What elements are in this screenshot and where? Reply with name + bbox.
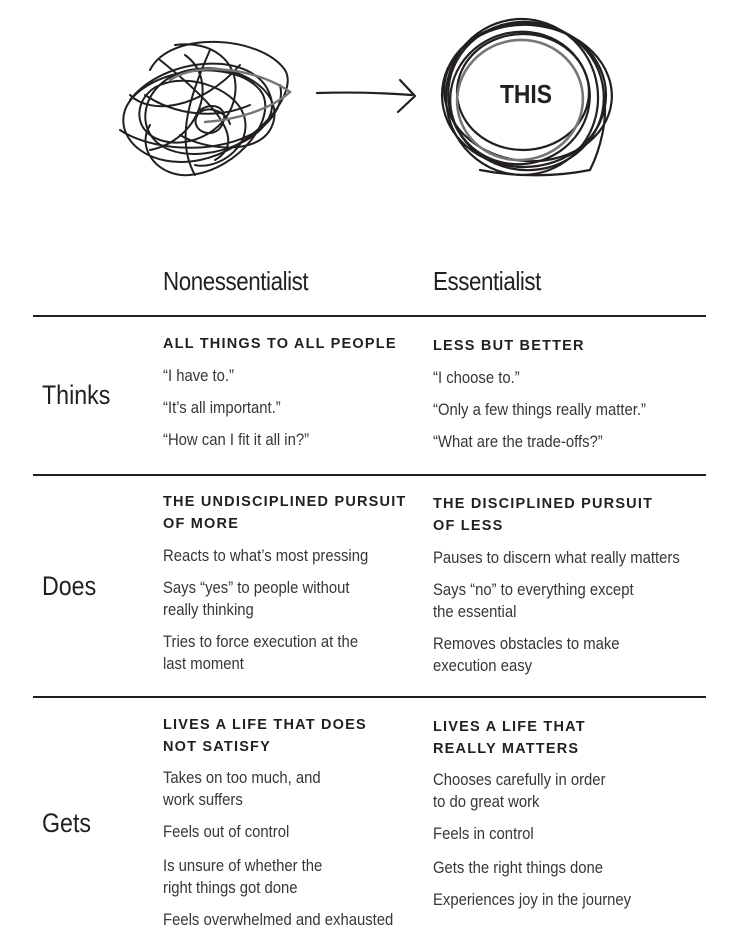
cell-heading: LIVES A LIFE THAT DOES [163,717,367,733]
cell-item: “What are the trade-offs?” [433,433,603,451]
cell-item: Feels out of control [163,823,290,841]
cell-item: Is unsure of whether the [163,857,323,875]
cell-heading: NOT SATISFY [163,739,271,755]
cell-heading: LESS BUT BETTER [433,338,585,354]
cell-item: “How can I fit it all in?” [163,431,310,449]
cell-item: “It’s all important.” [163,399,281,417]
cell-heading: LIVES A LIFE THAT [433,719,586,735]
cell-item: execution easy [433,657,533,675]
cell-heading: OF MORE [163,516,240,532]
cell-item: Feels in control [433,825,534,843]
cell-item: Reacts to what’s most pressing [163,547,369,565]
cell-item: Says “no” to everything except [433,581,634,599]
cell-item: Takes on too much, and [163,769,321,787]
row-label-gets: Gets [42,808,92,838]
cell-item: “I choose to.” [433,369,520,387]
cell-heading: REALLY MATTERS [433,741,580,757]
cell-item: Feels overwhelmed and exhausted [163,911,394,929]
row-label-thinks: Thinks [42,380,111,410]
cell-item: “Only a few things really matter.” [433,401,646,419]
cell-item: Tries to force execution at the [163,633,359,651]
cell-item: Says “yes” to people without [163,579,350,597]
column-header-essentialist: Essentialist [433,266,541,296]
cell-item: really thinking [163,601,254,619]
column-header-nonessentialist: Nonessentialist [163,266,309,296]
row-label-does: Does [42,571,97,601]
cell-item: Experiences joy in the journey [433,891,632,909]
cell-item: Pauses to discern what really matters [433,549,680,567]
cell-heading: THE DISCIPLINED PURSUIT [433,496,654,512]
cell-item: right things got done [163,879,298,897]
cell-item: the essential [433,603,517,621]
hero-badge-text: THIS [499,80,553,110]
cell-item: Gets the right things done [433,859,604,877]
cell-heading: THE UNDISCIPLINED PURSUIT [163,494,407,510]
cell-item: last moment [163,655,244,673]
cell-heading: OF LESS [433,518,504,534]
cell-item: Removes obstacles to make [433,635,620,653]
cell-item: “I have to.” [163,367,234,385]
cell-item: Chooses carefully in order [433,771,606,789]
cell-item: work suffers [163,791,243,809]
cell-heading: ALL THINGS TO ALL PEOPLE [163,336,397,352]
cell-item: to do great work [433,793,540,811]
